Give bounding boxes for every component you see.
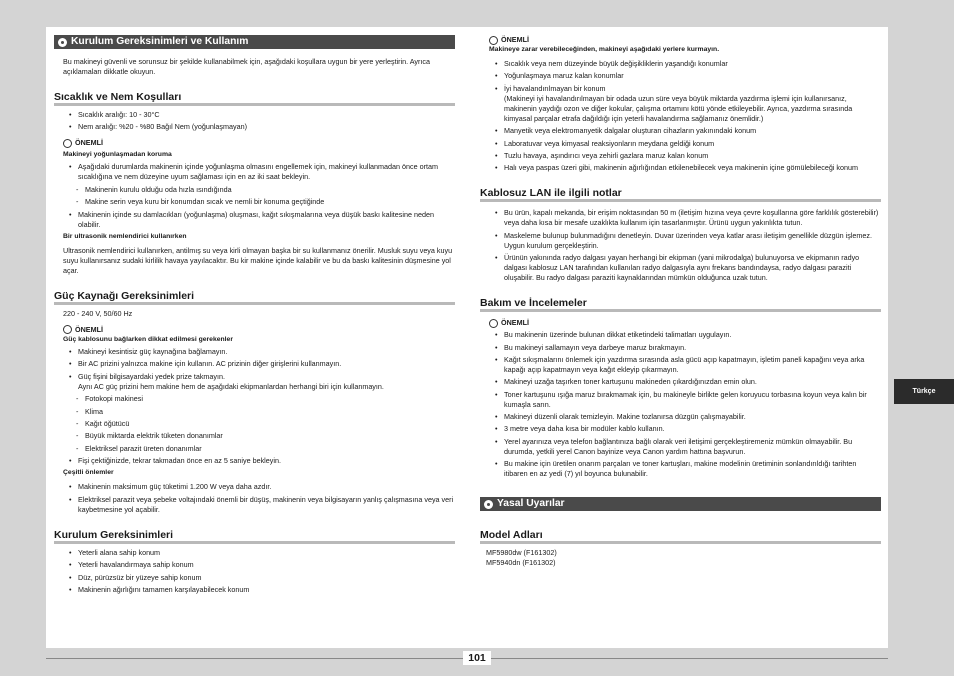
heading-installation: Kurulum Gereksinimleri xyxy=(54,529,455,544)
sub-item: - Makine serin veya kuru bir konumdan sıcak ve nemli bir konuma geçtiğinde xyxy=(54,197,455,207)
important-icon xyxy=(489,319,498,328)
list-item: • Sıcaklık veya nem düzeyinde büyük değişikliklerin yaşandığı konumlar xyxy=(480,59,881,69)
list-item-extra: Aynı AC güç prizini hem makine hem de aşağıdaki ekipmanlardan herhangi biri için kullanmayın. xyxy=(78,381,384,391)
heading-power: Güç Kaynağı Gereksinimleri xyxy=(54,290,455,305)
list-item: • Maskeleme bulunup bulunmadığını denetleyin. Duvar üzerinden veya katlar arası iletişim genellikle düzgün işlemez. Uygun kurulum gerçekleştirin. xyxy=(480,231,881,251)
list-item: • Düz, pürüzsüz bir yüzeye sahip konum xyxy=(54,573,455,583)
list-item: • Yeterli havalandırmaya sahip konum xyxy=(54,560,455,570)
list-item: • Yeterli alana sahip konum xyxy=(54,548,455,558)
list-item xyxy=(480,84,881,124)
heading-temperature: Sıcaklık ve Nem Koşulları xyxy=(54,91,455,106)
note-label: ÖNEMLİ xyxy=(501,35,529,44)
list-item: • Bu makineyi sallamayın veya darbeye maruz bırakmayın. xyxy=(480,343,881,353)
section-title: Yasal Uyarılar xyxy=(497,498,565,510)
language-tab[interactable]: Türkçe xyxy=(894,379,954,404)
model-name: MF5980dw (F161302) xyxy=(486,548,557,558)
condensation-list-2 xyxy=(54,210,455,230)
list-item-detail: (Makineyi iyi havalandırılmayan bir odada uzun süre veya büyük miktarda yazdırma işlemi için kullanırsanız, makinenin yaydığı ozon ve diğer kokular, çalışma ortamını kötü yönde etkileyebilir. Ayrıca, yazdırma sırasında kimyasal parçalar etrafa dağıldığı için yeterli havalandırma sağlamanız önemlidir.) xyxy=(504,93,853,123)
list-item: • Fişi çektiğinizde, tekrar takmadan önce en az 5 saniye bekleyin. xyxy=(54,456,455,466)
list-item: • Makinenin maksimum güç tüketimi 1.200 W veya daha azdır. xyxy=(54,482,455,492)
manual-page xyxy=(46,27,888,648)
sub-item: - Makinenin kurulu olduğu oda hızla ısındığında xyxy=(54,185,455,195)
sub-item: - Elektriksel parazit üreten donanımlar xyxy=(54,444,455,454)
sub-item: - Klima xyxy=(54,407,455,417)
note-label: ÖNEMLİ xyxy=(501,318,529,328)
list-item: • Makineyi kesintisiz güç kaynağına bağlamayın. xyxy=(54,347,455,357)
list-item: • Tuzlu havaya, aşındırıcı veya zehirli gazlara maruz kalan konum xyxy=(480,151,881,161)
maintenance-list xyxy=(480,330,881,479)
list-item: • Yerel ayarınıza veya telefon bağlantınıza bağlı olarak veri iletişimi gerçekleştiremeniz mümkün olmayabilir. Bu durumda, yetkili yerel Canon bayinize veya Canon yardım hattına başvurun. xyxy=(480,437,881,457)
temperature-list xyxy=(54,110,455,132)
power-list xyxy=(54,347,455,392)
wireless-list xyxy=(480,208,881,283)
list-item: • Makineyi düzenli olarak temizleyin. Makine tozlanırsa düzgün çalışmayabilir. xyxy=(480,412,881,422)
intro-text: Bu makineyi güvenli ve sorunsuz bir şekilde kullanabilmek için, aşağıdaki koşullara uygun bir yere yerleştirin. Ayrıca açıklamaları dikkatle okuyun. xyxy=(63,57,431,76)
note-label: ÖNEMLİ xyxy=(75,138,103,148)
sub-item: - Büyük miktarda elektrik tüketen donanımlar xyxy=(54,431,455,441)
list-item-text: İyi havalandırılmayan bir konum xyxy=(504,83,606,93)
section-bar-installation xyxy=(54,35,455,49)
model-name: MF5940dn (F161302) xyxy=(486,558,556,568)
section-globe-icon xyxy=(484,500,493,509)
list-item: • Kağıt sıkışmalarını önlemek için yazdırma sırasında asla gücü açıp kapatmayın, işletim paneli kapağını veya arka kapağı açıp kapatmayın veya kağıt ekleyip çıkarmayın. xyxy=(480,355,881,375)
important-icon xyxy=(63,139,72,148)
important-note xyxy=(54,325,455,335)
section-globe-icon xyxy=(58,38,67,47)
important-icon xyxy=(63,325,72,334)
heading-maintenance: Bakım ve İncelemeler xyxy=(480,297,881,312)
list-item: • Toner kartuşunu ışığa maruz bırakmamak için, bu makineyle birlikte gelen koruyucu torbasına koyun veya kalın bir kumaşla sarın. xyxy=(480,390,881,410)
list-item: • 3 metre veya daha kısa bir modüler kablo kullanın. xyxy=(480,424,881,434)
list-item: • Makineyi uzağa taşırken toner kartuşunu makineden çıkardığınızdan emin olun. xyxy=(480,377,881,387)
list-item: • Sıcaklık aralığı: 10 - 30°C xyxy=(54,110,455,120)
section-bar-legal xyxy=(480,497,881,511)
page-number: 101 xyxy=(463,651,491,665)
note-title: Makineyi yoğunlaşmadan koruma xyxy=(63,151,172,159)
list-item: • Makinenin içinde su damlacıkları (yoğunlaşma) oluşması, kağıt sıkışmalarına veya düşük baskı kalitesine neden olabilir. xyxy=(54,210,455,230)
note-title: Makineye zarar verebileceğinden, makineyi aşağıdaki yerlere kurmayın. xyxy=(489,46,720,53)
avoid-list xyxy=(480,59,881,173)
list-item: • Ürünün yakınında radyo dalgası yayan herhangi bir ekipman (yani mikrodalga) bulunuyorsa ve ekipmanın radyo dalgası kablosuz LAN tarafından kullanılan radyo dalgasıyla aynı frekans bandındaysa, radyo dalgası paraziti oluşabilir. Bu radyo dalgası paraziti kaynaklarından mümkün olduğunca uzak tutun. xyxy=(480,253,881,283)
list-item: • Makinenin ağırlığını tamamen karşılayabilecek konum xyxy=(54,585,455,595)
heading-wireless-lan: Kablosuz LAN ile ilgili notlar xyxy=(480,187,881,202)
misc-list xyxy=(54,482,455,514)
list-item: • Manyetik veya elektromanyetik dalgalar oluşturan cihazların yakınındaki konum xyxy=(480,126,881,136)
important-note xyxy=(480,318,881,328)
list-item: • Elektriksel parazit veya şebeke voltajındaki önemli bir düşüş, makinenin veya bilgisayarın yanlış çalışmasına veya veri kaybetmesine yol açabilir. xyxy=(54,495,455,515)
list-item: • Aşağıdaki durumlarda makinenin içinde yoğunlaşma olmasını engellemek için, makineyi kullanmadan önce ortam sıcaklığına ve nem düzeyine uyum sağlaması için en az iki saat bekleyin. xyxy=(54,162,455,182)
list-item: • Laboratuvar veya kimyasal reaksiyonların meydana geldiği konum xyxy=(480,139,881,149)
list-item: • Bir AC prizini yalnızca makine için kullanın. AC prizinin diğer girişlerini kullanmayın. xyxy=(54,359,455,369)
right-column xyxy=(480,35,881,568)
note-title: Güç kablosunu bağlarken dikkat edilmesi gerekenler xyxy=(63,335,233,343)
list-item: • Yoğunlaşmaya maruz kalan konumlar xyxy=(480,71,881,81)
installation-list xyxy=(54,548,455,595)
list-item: • Bu makinenin üzerinde bulunan dikkat etiketindeki talimatları uygulayın. xyxy=(480,330,881,340)
list-item xyxy=(54,372,455,392)
list-item-text: Güç fişini bilgisayardaki yedek prize takmayın. xyxy=(78,371,226,381)
list-item: • Bu makine için üretilen onarım parçaları ve toner kartuşları, makine modelinin üretiminin sonlandırıldığı tarihten itibaren en az yedi (7) yıl boyunca bulunabilir. xyxy=(480,459,881,479)
condensation-list xyxy=(54,162,455,182)
list-item: • Halı veya paspas üzeri gibi, makinenin ağırlığından etkilenebilecek veya makinenin içine gömülebileceği konum xyxy=(480,163,881,173)
ultrasonic-text: Ultrasonik nemlendirici kullanırken, antilmış su veya kirli olmayan başka bir su kullanmanız önerilir. Musluk suyu veya kuyu suyu kullanırsanız sudaki kirlilik havaya yayılacaktır. Bu kir makine içinde kalabilir ve bu da baskı kalitesinin düşmesine yol açar. xyxy=(63,245,453,275)
heading-model-names: Model Adları xyxy=(480,529,881,544)
list-item: • Nem aralığı: %20 - %80 Bağıl Nem (yoğunlaşmayan) xyxy=(54,122,455,132)
equipment-sublist xyxy=(54,394,455,454)
important-note xyxy=(54,138,455,148)
condensation-sublist xyxy=(54,185,455,207)
misc-title: Çeşitli önlemler xyxy=(63,469,114,477)
sub-item: - Fotokopi makinesi xyxy=(54,394,455,404)
section-title: Kurulum Gereksinimleri ve Kullanım xyxy=(71,36,249,47)
power-spec: 220 - 240 V, 50/60 Hz xyxy=(63,308,133,318)
left-column xyxy=(54,35,455,597)
sub-item: - Kağıt öğütücü xyxy=(54,419,455,429)
note-label: ÖNEMLİ xyxy=(75,324,103,334)
power-list-2 xyxy=(54,456,455,466)
important-note xyxy=(480,35,881,45)
ultrasonic-title: Bir ultrasonik nemlendirici kullanırken xyxy=(63,232,187,240)
list-item: • Bu ürün, kapalı mekanda, bir erişim noktasından 50 m (iletişim hızına veya çevre koşullarına göre farklılık gösterebilir) veya daha kısa bir mesafe uzaklıkta kullanım için tasarlanmıştır. Ürünü uygun yakınlıkta tutun. xyxy=(480,208,881,228)
important-icon xyxy=(489,36,498,45)
